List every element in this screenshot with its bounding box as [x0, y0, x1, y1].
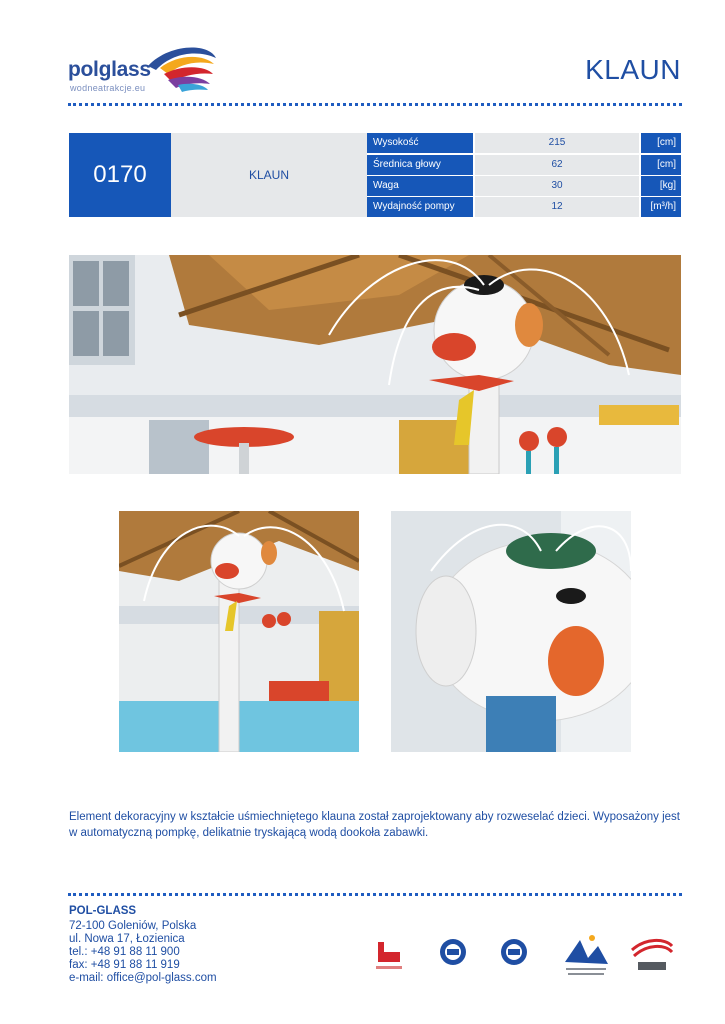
spec-label: Wysokość	[367, 133, 473, 153]
dotted-divider	[68, 893, 682, 896]
spec-value: 12	[475, 197, 639, 217]
spec-row-pump-capacity	[367, 197, 681, 217]
spec-row-weight	[367, 176, 681, 196]
spec-row-head-diameter	[367, 155, 681, 175]
tuv-logo	[440, 939, 466, 965]
spec-unit: [cm]	[641, 133, 681, 153]
address-line: 72-100 Goleniów, Polska	[69, 920, 197, 932]
spec-value: 215	[475, 133, 639, 153]
fax-line: fax: +48 91 88 11 919	[69, 959, 180, 971]
clown-fountain-photo-pool	[119, 511, 359, 752]
product-code: 0170	[69, 133, 171, 217]
clown-fountain-photo-closeup	[391, 511, 631, 752]
spec-unit: [kg]	[641, 176, 681, 196]
spec-label: Waga	[367, 176, 473, 196]
company-name: POL-GLASS	[69, 905, 137, 917]
dotted-divider	[68, 103, 682, 106]
spec-value: 30	[475, 176, 639, 196]
spec-value: 62	[475, 155, 639, 175]
spec-label: Średnica głowy	[367, 155, 473, 175]
email-line[interactable]: e-mail: office@pol-glass.com	[69, 972, 217, 984]
page-title: KLAUN	[585, 54, 681, 85]
pkis-logo	[632, 940, 672, 970]
spec-unit: [cm]	[641, 155, 681, 175]
product-description: Element dekoracyjny w kształcie uśmiechniętego klauna został zaprojektowany aby rozweselać dzieci. Wyposażony jest w automatyczną pompkę, delikatnie tryskającą wodą dookoła zabawki.	[69, 811, 680, 839]
european-waterpark-association-logo	[565, 935, 608, 975]
product-name: KLAUN	[171, 133, 367, 217]
pkn-logo	[376, 942, 402, 969]
logo-wordmark: polglass	[68, 58, 151, 81]
spec-label: Wydajność pompy	[367, 197, 473, 217]
logo-website: wodneatrakcje.eu	[70, 83, 146, 93]
clown-fountain-photo-wide	[69, 255, 681, 474]
spec-unit: [m³/h]	[641, 197, 681, 217]
spec-row-height	[367, 133, 681, 153]
address-line: ul. Nowa 17, Łozienica	[69, 933, 185, 945]
phone-line: tel.: +48 91 88 11 900	[69, 946, 180, 958]
tuv-logo	[501, 939, 527, 965]
certification-logos	[370, 930, 682, 980]
